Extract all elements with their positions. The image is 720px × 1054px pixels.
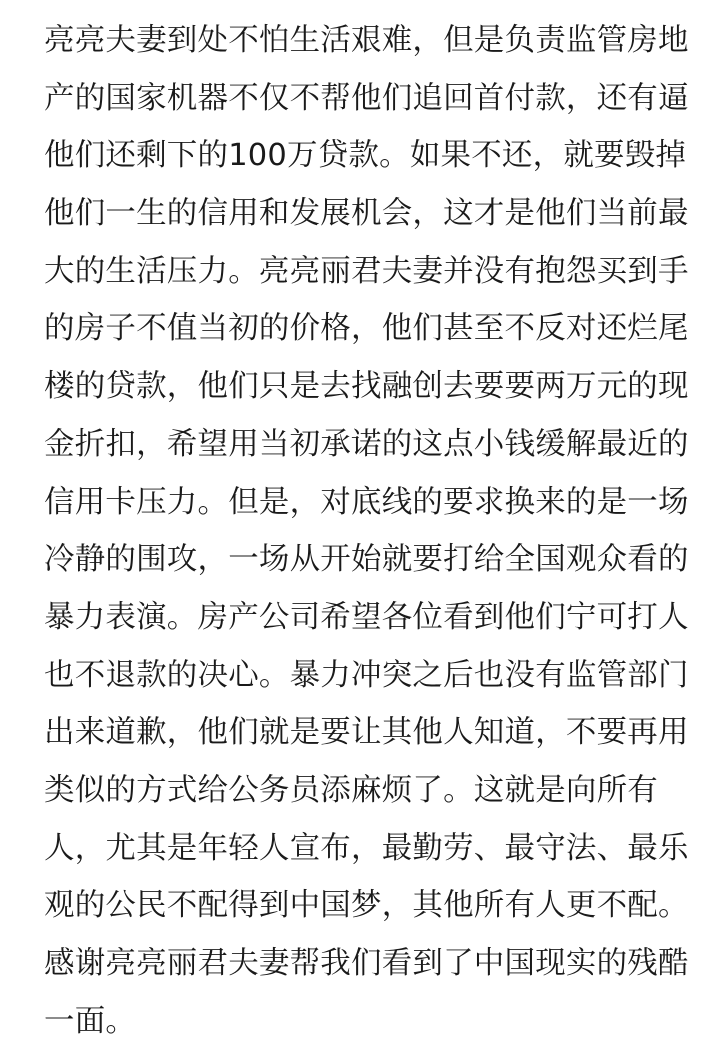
text-line: 暴力表演。房产公司希望各位看到他们宁可打人 — [44, 599, 689, 635]
text-line: 他们还剩下的100万贷款。如果不还，就要毁掉 — [44, 138, 687, 174]
text-line: 大的生活压力。亮亮丽君夫妻并没有抱怨买到手 — [44, 253, 689, 289]
text-line: 信用卡压力。但是，对底线的要求换来的是一场 — [44, 484, 689, 520]
text-line: 他们一生的信用和发展机会，这才是他们当前最 — [44, 196, 689, 232]
text-line: 感谢亮亮丽君夫妻帮我们看到了中国现实的残酷 — [44, 946, 689, 981]
text-line: 观的公民不配得到中国梦，其他所有人更不配。 — [44, 888, 689, 924]
article-body — [44, 16, 704, 1054]
text-line: 一面。 — [44, 1003, 137, 1039]
text-line: 出来道歉，他们就是要让其他人知道，不要再用 — [44, 715, 689, 751]
text-line: 的房子不值当初的价格，他们甚至不反对还烂尾 — [44, 311, 689, 347]
text-line: 冷静的围攻，一场从开始就要打给全国观众看的 — [44, 542, 689, 578]
text-line: 楼的贷款，他们只是去找融创去要要两万元的现 — [44, 369, 689, 405]
text-line: 类似的方式给公务员添麻烦了。这就是向所有 — [44, 772, 658, 808]
text-line: 产的国家机器不仅不帮他们追回首付款，还有逼 — [44, 80, 689, 116]
text-line: 人，尤其是年轻人宣布，最勤劳、最守法、最乐 — [44, 830, 689, 866]
text-line: 也不退款的决心。暴力冲突之后也没有监管部门 — [44, 657, 689, 693]
text-line: 金折扣，希望用当初承诺的这点小钱缓解最近的 — [44, 426, 689, 462]
text-line: 亮亮夫妻到处不怕生活艰难，但是负责监管房地 — [44, 23, 689, 58]
